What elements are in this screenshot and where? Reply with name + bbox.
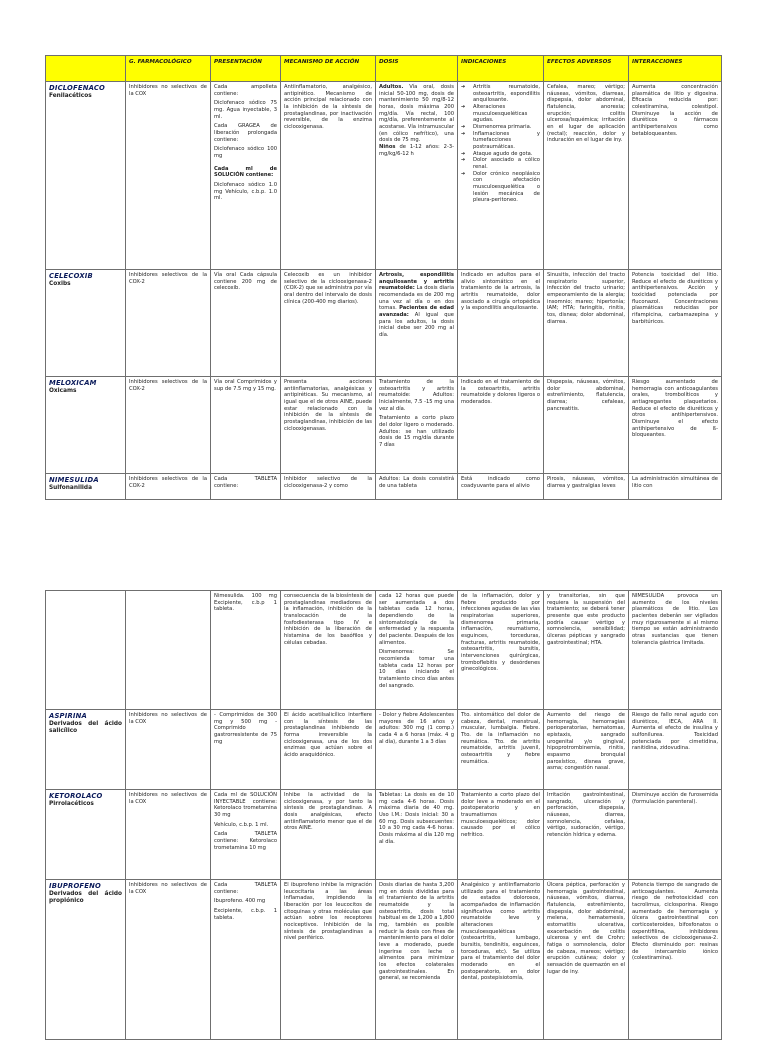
header-presentacion: PRESENTACIÓN	[211, 56, 281, 82]
dosis-text: Tratamiento de la osteoartritis y artritis reumatoide: Adultos: Inicialmente, 7.5 -15 mg una vez al día.	[379, 379, 454, 412]
header-dosis: DOSIS	[376, 56, 458, 82]
grupo-cell: Inhibidores no selectivos de la COX	[126, 82, 211, 270]
interacciones-cell: La administración simultánea de litio con	[629, 474, 722, 500]
efectos-cell: Sinusitis, infección del tracto respiratorio superior, infección del tracto urinario; empeoramiento de la alergia; insomnio; mareo; hipertonía; IAM; HTA; faringitis, rinitis, tos, disnea; dolor abdominal, diarrea.	[544, 270, 629, 377]
drug-cell	[46, 377, 126, 474]
list-item: ➔ Ataque agudo de gota.	[470, 151, 540, 158]
grupo-cell: Inhibidores no selectivos de la COX	[126, 880, 211, 1040]
interacciones-cell: Disminuye acción de furosemida (formulación parenteral).	[629, 790, 722, 880]
header-indicaciones: INDICACIONES	[458, 56, 544, 82]
drug-family: Fenilacéticos	[49, 92, 92, 99]
interacciones-cell: Riesgo aumentado de hemorragia con anticoagulantes orales, trombolíticos y antiagregantes plaquetarios. Reduce el efecto de diuréticos y otros antihipertensivos. Disminuye el efecto antihipertensivo de ß-bloqueantes.	[629, 377, 722, 474]
header-drug	[46, 56, 126, 82]
presentacion-cell: Nimesulida. 100 mg Excipiente, c.b.p 1 tableta.	[211, 591, 281, 710]
interacciones-cell: Aumenta concentración plasmática de litio y digoxina. Eficacia reducida por: colestiramina, colestipol. Disminuye la acción de diuréticos o fármacos antihipertensivos como betabloqueantes.	[629, 82, 722, 270]
list-item: ➔ Dolor asociado a cólico renal.	[470, 157, 540, 170]
presentacion-line: Diclofenaco sódico 100 mg	[214, 146, 277, 159]
table-row	[46, 474, 722, 500]
table-row	[46, 270, 722, 377]
presentacion-line: Vehículo, c.b.p. 1 ml.	[214, 821, 269, 828]
presentacion-cell	[211, 880, 281, 1040]
drug-family: Derivados del ácido salicílico	[49, 720, 122, 735]
drug-cell	[46, 591, 126, 710]
table-row	[46, 591, 722, 710]
presentacion-cell: Vía oral Cada cápsula contiene 200 mg de celecoxib.	[211, 270, 281, 377]
drug-cell	[46, 82, 126, 270]
list-item: ➔ Inflamaciones y tumefacciones postraumáticas.	[470, 131, 540, 151]
table-row	[46, 790, 722, 880]
table-row	[46, 82, 722, 270]
dosis-label: Adultos.	[379, 84, 404, 90]
dosis-label: Niños	[379, 143, 396, 150]
drug-cell	[46, 474, 126, 500]
indicaciones-list	[461, 84, 540, 204]
presentacion-line: Diclofenaco sódico 1.0 mg Vehículo, c.b.p. 1.0 ml.	[214, 181, 277, 202]
interacciones-cell: NIMESULIDA provoca un aumento de los niveles plasmáticos de litio. Los pacientes deberán ser vigilados muy rigurosamente si al mismo tiempo se están administrando otras sustancias que tienen tolerancia gástrica limitada.	[629, 591, 722, 710]
mecanismo-cell: Antiinflamatorio, analgésico, antipirético. Mecanismo de acción principal relacionado con la inhibición de la síntesis de prostaglandinas, por inactivación reversible, de la enzima ciclooxigenasa.	[281, 82, 376, 270]
list-item: ➔ Alteraciones musculoesqueléticas agudas.	[470, 104, 540, 124]
indicaciones-cell: Tratamiento a corto plazo del dolor leve a moderado en el postoperatorio y en traumatismos musculoesqueléticos; dolor causado por el cólico nefrítico.	[458, 790, 544, 880]
efectos-cell: y transitorias, sin que requiera la suspensión del tratamiento; se deberá tener presente que este producto podría causar vértigo y somnolencia, sensibilidad; úlceras pépticas y sangrado gastrointestinal; HTA.	[544, 591, 629, 710]
drug-name: ASPIRINA	[49, 712, 87, 720]
grupo-cell	[126, 591, 211, 710]
drug-cell	[46, 790, 126, 880]
efectos-cell: Pirosis, náuseas, vómitos, diarrea y gastralgias leves	[544, 474, 629, 500]
efectos-cell: Irritación gastrointestinal, sangrado, ulceración y perforación, dispepsia, náuseas, diarrea, somnolencia, cefalea, vértigo, sudoración, vértigo, retención hídrica y edema.	[544, 790, 629, 880]
dosis-cell	[376, 591, 458, 710]
indicaciones-cell	[458, 82, 544, 270]
efectos-cell: Dispepsia, náuseas, vómitos, dolor abdominal, estreñimiento, flatulencia, diarrea; cefaleas, pancreatitis.	[544, 377, 629, 474]
presentacion-line: Excipiente, c.b.p. 1 tableta.	[214, 907, 277, 921]
efectos-cell: Úlcera péptica, perforación y hemorragia gastrointestinal, náuseas, vómitos, diarrea, flatulencia, estreñimiento, dispepsia, dolor abdominal, melena, hematemesis, estomatitis ulcerativa, exacerbación de colitis ulcerosa y enf. de Crohn; fatiga o somnolencia, dolor de cabeza, mareos; vértigo; erupción cutánea; dolor y sensación de quemazón en el lugar de iny.	[544, 880, 629, 1040]
presentacion-line: Cada GRAGEA de liberación prolongada contiene:	[214, 123, 277, 143]
presentacion-cell	[211, 790, 281, 880]
header-efectos: EFECTOS ADVERSOS	[544, 56, 629, 82]
table-row	[46, 377, 722, 474]
drug-name: IBUPROFENO	[49, 882, 101, 890]
mecanismo-cell: Inhibidor selectivo de la ciclooxigenasa-2 y como	[281, 474, 376, 500]
presentacion-line: Cada TABLETA contiene: Ketorolaco trometamina 10 mg	[214, 831, 277, 851]
mecanismo-cell: El ibuprofeno inhibe la migración leucocitaria a las áreas inflamadas, impidiendo la liberación por los leucocitos de citoquinas y otras moléculas que actúan sobre los receptores nociceptivos. Inhibición de la síntesis de prostaglandinas a nivel periférico.	[281, 880, 376, 1040]
mecanismo-cell: Inhibe la actividad de la ciclooxigenasa, y por tanto la síntesis de prostaglandinas. A dosis analgésicas, efecto antiinflamatorio menor que el de otros AINE.	[281, 790, 376, 880]
drug-family: Pirrolacéticos	[49, 800, 94, 807]
dosis-text: de 1-12 años: 2-3-mg/kg/6-12 h	[379, 143, 455, 157]
dosis-cell	[376, 377, 458, 474]
presentacion-line: Cada ml de SOLUCIÓN contiene:	[214, 165, 277, 179]
interacciones-cell: Riesgo de fallo renal agudo con diuréticos, IECA, ARA II. Aumenta el efecto de insulina y sulfonilurea. Toxicidad potenciada por cimetidina, ranitidina, zidovudina.	[629, 710, 722, 790]
efectos-cell: Cefalea, mareo; vértigo; náuseas, vómitos, diarreas, dispepsia, dolor abdominal, flatulencia, anorexia; erupción; colitis ulcerosa/isquémica; irritación en el lugar de aplicación (rectal); reacción, dolor y induración en el lugar de iny.	[544, 82, 629, 270]
dosis-cell: Adultos: La dosis consistirá de una tableta	[376, 474, 458, 500]
presentacion-cell: - Comprimidos de 300 mg y 500 mg -Comprimido gastrorresistente de 75 mg	[211, 710, 281, 790]
grupo-cell: Inhibidores no selectivos de la COX	[126, 790, 211, 880]
grupo-cell: Inhibidores selectivos de la COX-2	[126, 270, 211, 377]
interacciones-cell: Potencia tiempo de sangrado de anticoagulantes. Aumenta riesgo de nefrotoxicidad con tacrolimus, ciclosporina. Riesgo aumentado de hemorragia y úlcera gastrointestinal con corticosteroides, bifosfonatos o oxpentifilina, inhibidores selectivos de ciclooxigenasa-2. Efecto disminuido por: resinas de intercambio iónico (colestiramina).	[629, 880, 722, 1040]
header-interacciones: INTERACCIONES	[629, 56, 722, 82]
dosis-text: Dismenorrea: Se recomienda tomar una tableta cada 12 horas por 10 días iniciando el tratamiento cinco días antes del sangrado.	[379, 649, 454, 689]
dosis-text: Al igual que para los adultos, la dosis inicial debe ser 200 mg al día.	[379, 311, 454, 338]
presentacion-line: Cada TABLETA contiene:	[214, 882, 277, 895]
presentacion-line: Ibuprofeno. 400 mg	[214, 898, 266, 905]
dosis-text: cada 12 horas que puede ser aumentada a dos tabletas cada 12 horas, dependiendo de la sintomatología de la enfermedad y la respuesta del paciente. Después de los alimentos.	[379, 593, 454, 646]
drug-name: CELECOXIB	[49, 272, 93, 280]
mecanismo-cell: Presenta acciones antiinflamatorias, analgésicas y antipiréticas. Su mecanismo, al igual que el de otros AINE, puede estar relacionado con la inhibición de la síntesis de prostaglandinas, inhibición de las ciclooxigenasas.	[281, 377, 376, 474]
drug-family: Coxibs	[49, 280, 71, 287]
header-mecanismo: MECANISMO DE ACCIÓN	[281, 56, 376, 82]
grupo-cell: Inhibidores selectivos de la COX-2	[126, 474, 211, 500]
dosis-cell: - Dolor y fiebre Adolescentes mayores de 16 años y adultos: 300 mg (1 comp.) cada 4 a 6 horas (máx. 4 g al día), durante 1 a 3 días	[376, 710, 458, 790]
presentacion-cell	[211, 82, 281, 270]
presentacion-line: Cada ml de SOLUCIÓN INYECTABLE contiene: Ketorolaco trometamina 30 mg	[214, 792, 277, 818]
dosis-cell	[376, 82, 458, 270]
grupo-cell: Inhibidores no selectivos de la COX	[126, 710, 211, 790]
header-grupo: G. FARMACOLÓGICO	[126, 56, 211, 82]
interacciones-cell: Potencia toxicidad del litio. Reduce el efecto de diuréticos y antihipertensivos. Acción y toxicidad potenciada por fluconazol. Concentraciones plasmáticas reducidas por rifampicina, carbamazepina y barbitúricos.	[629, 270, 722, 377]
presentacion-cell: Vía oral Comprimidos y sup de 7.5 mg y 15 mg.	[211, 377, 281, 474]
list-item: ➔ Dismenorrea primaria.	[470, 124, 540, 131]
drug-table-part1	[45, 55, 722, 500]
dosis-text: Vía oral, dosis inicial 50-100 mg, dosis de mantenimiento 50 mg/8-12 horas, dosis máxima 200 mg/día. Vía rectal, 100 mg/día, preferentemente al acostarse. Vía intramuscular (en cólico nefrítico), una dosis de 75 mg.	[379, 84, 454, 144]
presentacion-line: Cada ampolleta contiene:	[214, 84, 277, 97]
header-row	[46, 56, 722, 82]
drug-family: Oxicams	[49, 387, 77, 394]
grupo-cell: Inhibidores selectivos de la COX-2	[126, 377, 211, 474]
drug-name: DICLOFENACO	[49, 84, 106, 92]
presentacion-cell: Cada TABLETA contiene:	[211, 474, 281, 500]
dosis-cell: Dosis diarias de hasta 3,200 mg en dosis divididas para el tratamiento de la artritis reumatoide y la osteoartritis, dosis total habitual es de 1,200 a 1,800 mg, también es posible reducir la dosis con fines de mantenimiento para el dolor leve a moderado, puede ingerirse con leche o alimentos para minimizar los efectos colaterales gastrointestinales. En general, se recomienda	[376, 880, 458, 1040]
mecanismo-cell: Celecoxib es un inhibidor selectivo de la ciclooxigenasa-2 (COX-2) que se administra por vía oral dentro del intervalo de dosis clínica (200-400 mg diarios).	[281, 270, 376, 377]
drug-table-part2	[45, 590, 722, 1040]
table-row	[46, 880, 722, 1040]
list-item: ➔ Artritis reumatoide, osteoartritis, espondilitis anquilosante.	[470, 84, 540, 104]
mecanismo-cell: El ácido acetilsalicílico interfiere con la síntesis de las prostaglandinas inhibiendo de forma irreversible la ciclooxigenasa, una de los dos enzimas que actúan sobre el ácido araquidónico.	[281, 710, 376, 790]
dosis-label: Pacientes de edad avanzada:	[379, 305, 454, 318]
dosis-text: Tratamiento a corto plazo del dolor ligero o moderado. Adultos: se han utilizado dosis de 15 mg/día durante 7 días	[379, 415, 454, 448]
dosis-cell: Tabletas: La dosis es de 10 mg cada 4-6 horas. Dosis máxima diaria de 40 mg. Uso I.M.: Dosis inicial: 30 a 60 mg. Dosis subsecuentes: 10 a 30 mg cada 4-6 horas. Dosis máxima al día 120 mg al día.	[376, 790, 458, 880]
indicaciones-cell: Tto. sintomático del dolor de cabeza, dental, menstrual, muscular, lumbalgia. Fiebre. Tto. de la inflamación no reumática. Tto. de artritis reumatoide, artritis juvenil, osteoartritis y fiebre reumática.	[458, 710, 544, 790]
efectos-cell: Aumento del riesgo de hemorragia, hemorragias perioperatorias, hematomas, epistaxis, sangrado urogenital y/o gingival, hipoprotrombinemia, rinitis, espasmo bronquial paroxístico, disnea grave, asma; congestión nasal.	[544, 710, 629, 790]
indicaciones-cell: Indicado en el tratamiento de la osteoartritis, artritis reumatoide y dolores ligeros o moderados.	[458, 377, 544, 474]
drug-family: Derivados del ácido propiónico	[49, 890, 122, 905]
indicaciones-cell: de la inflamación, dolor y fiebre producido por infecciones agudas de las vías respiratorias superiores, dismenorrea primaria, inflamación, reumatismo, esguinces, torceduras, fracturas, artritis reumatoide, osteoartritis, bursitis, intervenciones quirúrgicas, tromboflebitis y desórdenes ginecológicos.	[458, 591, 544, 710]
drug-family: Sulfonanilida	[49, 484, 92, 491]
presentacion-line: Diclofenaco sódico 75 mg. Agua inyectable, 3 ml.	[214, 100, 277, 120]
indicaciones-cell: Está indicado como coadyuvante para el alivio	[458, 474, 544, 500]
indicaciones-cell: Indicado en adultos para el alivio sintomático en el tratamiento de la artrosis, la artritis reumatoide, dolor asociado a cirugía ortopédica y la espondilitis anquilosante.	[458, 270, 544, 377]
drug-cell	[46, 710, 126, 790]
mecanismo-cell: consecuencia de la biosíntesis de prostaglandinas mediadores de la inflamación, inhibición de la translocación de la fosfodiesterasa tipo IV e inhibición de la liberación de histamina de los basófilos y células cebadas.	[281, 591, 376, 710]
drug-cell	[46, 270, 126, 377]
drug-cell	[46, 880, 126, 1040]
dosis-label: Artrosis, espondilitis anquilosante y artritis reumatoide:	[379, 272, 454, 292]
list-item: ➔ Dolor crónico neoplásico con afectación musculoesquelética o lesión mecánica de pleura-peritoneo.	[470, 171, 540, 204]
drug-name: MELOXICAM	[49, 379, 97, 387]
dosis-cell	[376, 270, 458, 377]
dosis-text: La dosis diaria recomendada es de 200 mg una vez al día o en dos tomas.	[379, 285, 454, 312]
drug-name: NIMESULIDA	[49, 476, 99, 484]
table-row	[46, 710, 722, 790]
drug-name: KETOROLACO	[49, 792, 103, 800]
indicaciones-cell: Analgésico y antiinflamatorio utilizado para el tratamiento de estados dolorosos, acompañados de inflamación significativa como artritis reumatoide leve y alteraciones musculoesqueléticas (osteoartritis, lumbago, bursitis, tendinitis, esguinces, torceduras, etc). Se utiliza para el tratamiento del dolor moderado en el postoperatorio, en dolor dental, postepisiotomía,	[458, 880, 544, 1040]
